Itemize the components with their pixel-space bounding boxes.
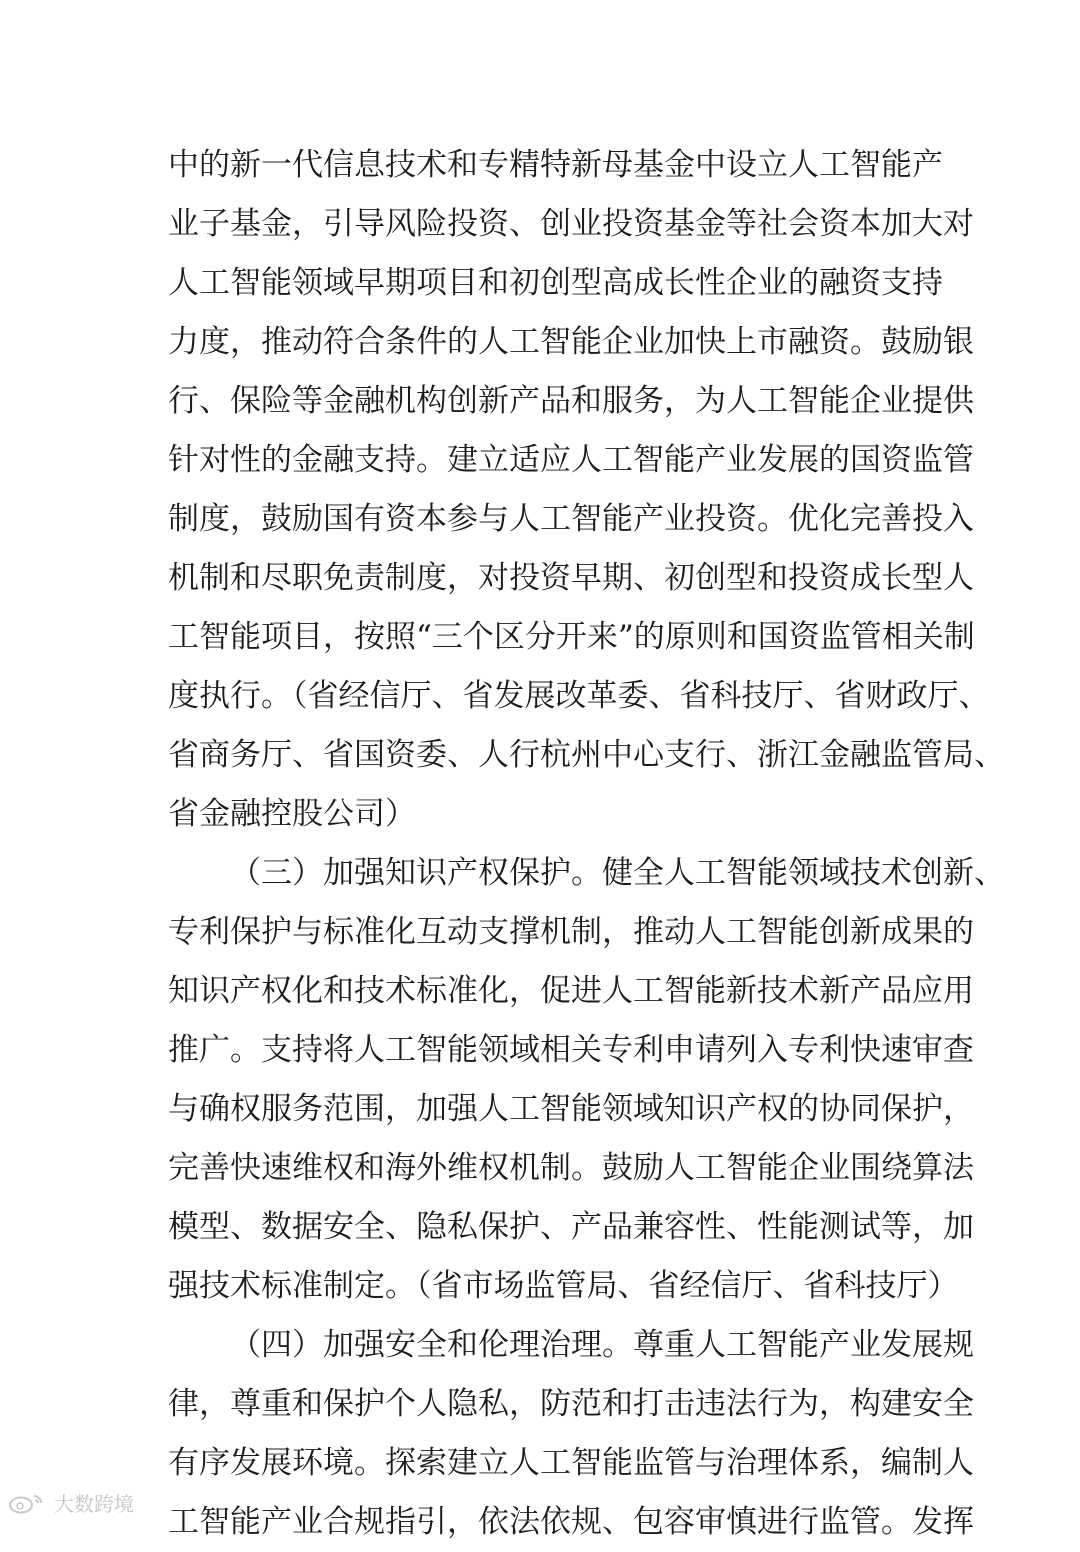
text-line: 制度，鼓励国有资本参与人工智能产业投资。优化完善投入 <box>168 501 974 537</box>
text-line: 针对性的金融支持。建立适应人工智能产业发展的国资监管 <box>168 442 974 478</box>
text-line: 完善快速维权和海外维权机制。鼓励人工智能企业围绕算法 <box>168 1150 974 1186</box>
document-page <box>168 136 1005 1552</box>
text-line: 省商务厅、省国资委、人行杭州中心支行、浙江金融监管局、 <box>168 737 1005 773</box>
text-line: 专利保护与标准化互动支撑机制，推动人工智能创新成果的 <box>168 914 974 950</box>
watermark-text: 大数跨境 <box>54 1492 134 1516</box>
text-line: 强技术标准制定。（省市场监管局、省经信厅、省科技厅） <box>168 1268 959 1304</box>
text-line: 人工智能领域早期项目和初创型高成长性企业的融资支持 <box>168 265 943 301</box>
text-line: 推广。支持将人工智能领域相关专利申请列入专利快速审查 <box>168 1032 974 1068</box>
section-heading-line: （三）加强知识产权保护。健全人工智能领域技术创新、 <box>230 855 1005 891</box>
text-line: 中的新一代信息技术和专精特新母基金中设立人工智能产 <box>168 147 943 183</box>
text-line: 省金融控股公司） <box>168 796 416 832</box>
paragraph-3-safety-ethics <box>168 1316 974 1552</box>
watermark <box>8 1488 134 1517</box>
paragraph-1 <box>168 136 1005 844</box>
weibo-logo-icon <box>8 1492 48 1514</box>
text-line: 与确权服务范围，加强人工智能领域知识产权的协同保护， <box>168 1091 974 1127</box>
text-line: 模型、数据安全、隐私保护、产品兼容性、性能测试等，加 <box>168 1209 974 1245</box>
text-line: 工智能项目，按照“三个区分开来”的原则和国资监管相关制 <box>168 619 975 655</box>
text-line: 力度，推动符合条件的人工智能企业加快上市融资。鼓励银 <box>168 324 974 360</box>
text-line: 知识产权化和技术标准化，促进人工智能新技术新产品应用 <box>168 973 974 1009</box>
text-line: 机制和尽职免责制度，对投资早期、初创型和投资成长型人 <box>168 560 974 596</box>
text-line: 业子基金，引导风险投资、创业投资基金等社会资本加大对 <box>168 206 974 242</box>
text-line: 度执行。（省经信厅、省发展改革委、省科技厅、省财政厅、 <box>168 678 990 714</box>
text-line: 工智能产业合规指引，依法依规、包容审慎进行监管。发挥 <box>168 1504 974 1540</box>
paragraph-2-ip-protection <box>168 844 1005 1316</box>
text-line: 律，尊重和保护个人隐私，防范和打击违法行为，构建安全 <box>168 1386 974 1422</box>
text-line: 行、保险等金融机构创新产品和服务，为人工智能企业提供 <box>168 383 974 419</box>
section-heading-line: （四）加强安全和伦理治理。尊重人工智能产业发展规 <box>230 1327 974 1363</box>
text-line: 有序发展环境。探索建立人工智能监管与治理体系，编制人 <box>168 1445 974 1481</box>
